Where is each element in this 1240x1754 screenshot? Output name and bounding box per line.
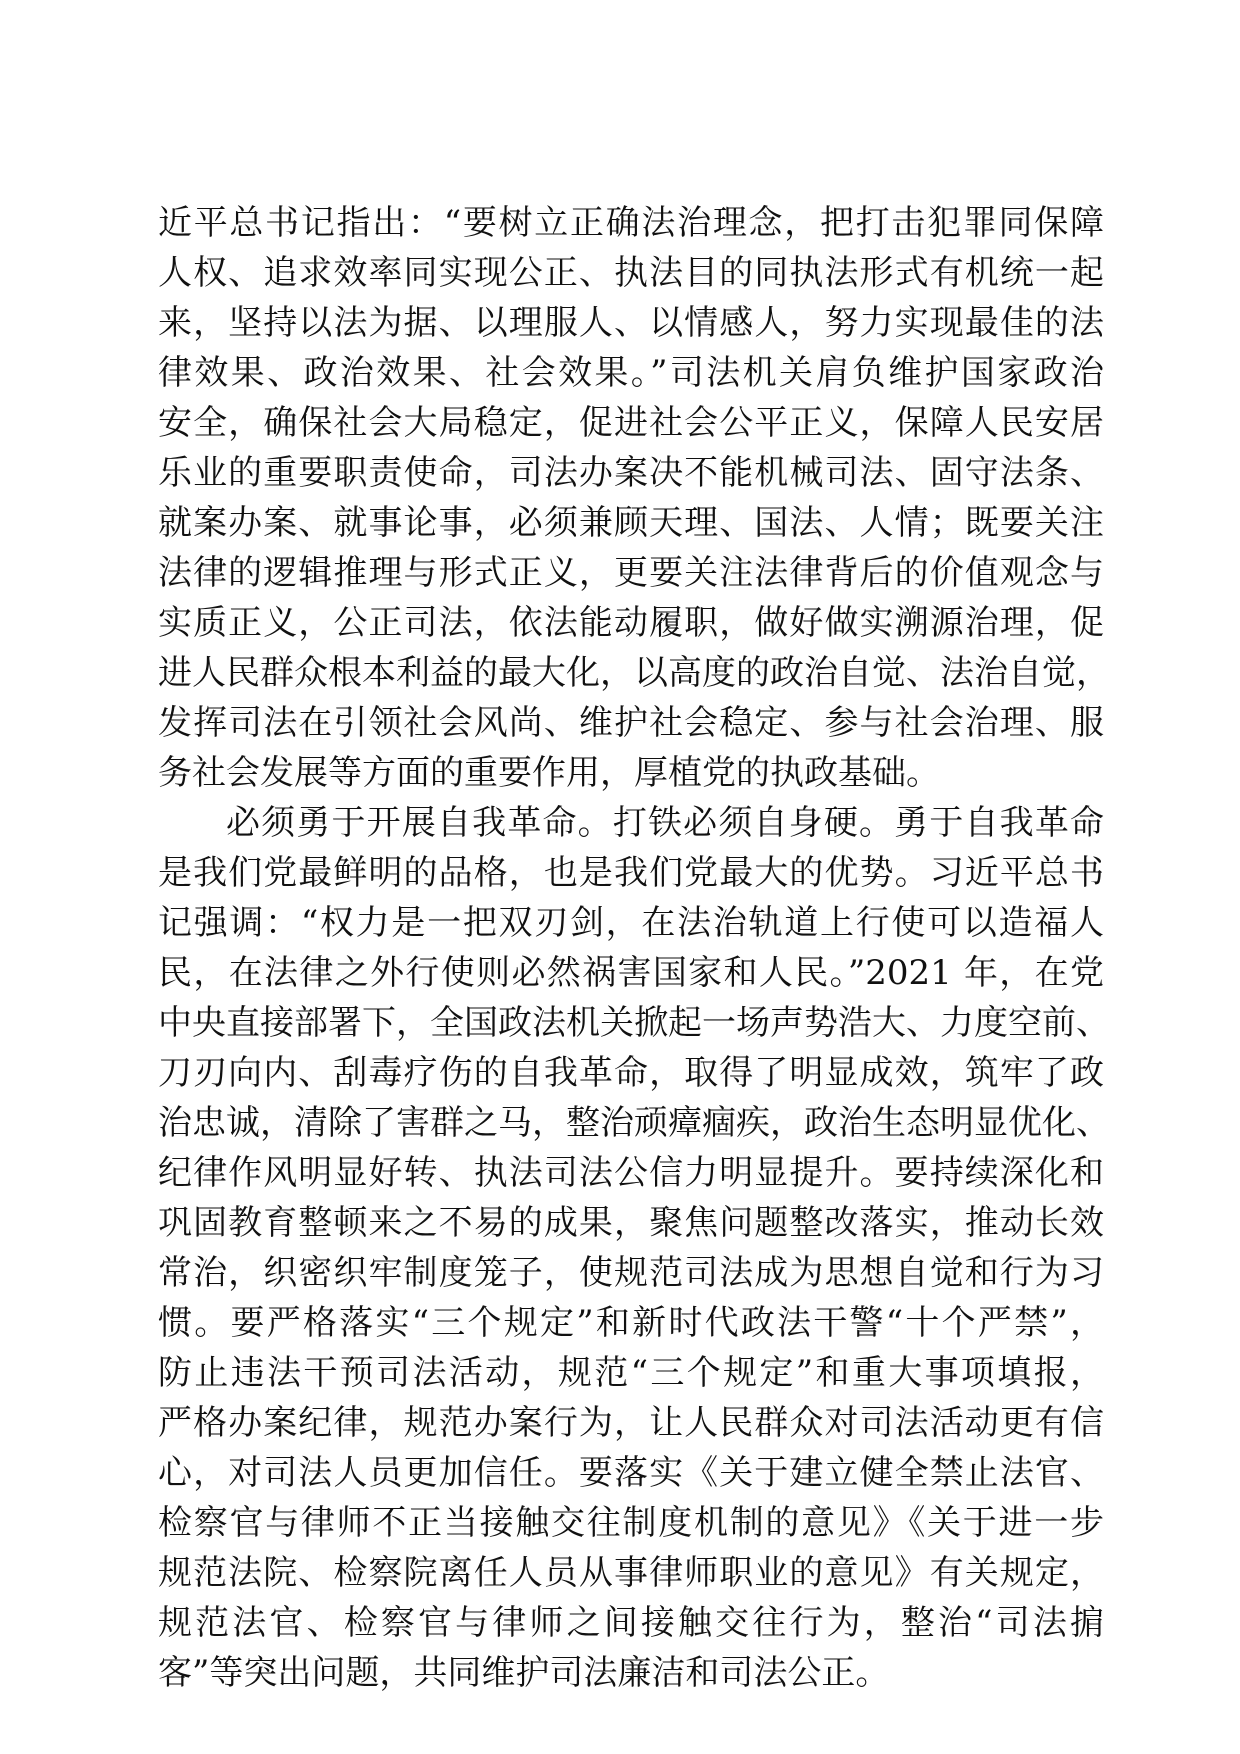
text-line: 安全，确保社会大局稳定，促进社会公平正义，保障人民安居 xyxy=(158,403,1104,443)
text-line: 来，坚持以法为据、以理服人、以情感人，努力实现最佳的法 xyxy=(158,303,1104,343)
text-line: 近平总书记指出：“要树立正确法治理念，把打击犯罪同保障 xyxy=(158,203,1104,243)
text-line: 人权、追求效率同实现公正、执法目的同执法形式有机统一起 xyxy=(158,253,1104,293)
text-line: 纪律作风明显好转、执法司法公信力明显提升。要持续深化和 xyxy=(158,1153,1104,1193)
text-line: 就案办案、就事论事，必须兼顾天理、国法、人情；既要关注 xyxy=(158,503,1104,543)
text-line: 是我们党最鲜明的品格，也是我们党最大的优势。习近平总书 xyxy=(158,853,1104,893)
text-line: 严格办案纪律，规范办案行为，让人民群众对司法活动更有信 xyxy=(158,1403,1104,1443)
text-line: 巩固教育整顿来之不易的成果，聚焦问题整改落实，推动长效 xyxy=(158,1203,1104,1243)
text-line: 进人民群众根本利益的最大化，以高度的政治自觉、法治自觉， xyxy=(158,653,1110,693)
paragraph-start-line: 必须勇于开展自我革命。打铁必须自身硬。勇于自我革命 xyxy=(226,803,1104,843)
text-line: 律效果、政治效果、社会效果。”司法机关肩负维护国家政治 xyxy=(158,353,1104,393)
text-line: 法律的逻辑推理与形式正义，更要关注法律背后的价值观念与 xyxy=(158,553,1104,593)
text-line: 检察官与律师不正当接触交往制度机制的意见》《关于进一步 xyxy=(158,1503,1104,1543)
text-line: 防止违法干预司法活动，规范“三个规定”和重大事项填报， xyxy=(158,1353,1104,1393)
text-line: 民，在法律之外行使则必然祸害国家和人民。”2021 年，在党 xyxy=(158,953,1104,993)
text-line: 刀刃向内、刮毒疗伤的自我革命，取得了明显成效，筑牢了政 xyxy=(158,1053,1104,1093)
text-line: 常治，织密织牢制度笼子，使规范司法成为思想自觉和行为习 xyxy=(158,1253,1104,1293)
text-line: 规范法官、检察官与律师之间接触交往行为，整治“司法掮 xyxy=(158,1603,1104,1643)
text-line: 记强调：“权力是一把双刃剑，在法治轨道上行使可以造福人 xyxy=(158,903,1104,943)
text-line: 心，对司法人员更加信任。要落实《关于建立健全禁止法官、 xyxy=(158,1453,1104,1493)
text-line: 发挥司法在引领社会风尚、维护社会稳定、参与社会治理、服 xyxy=(158,703,1104,743)
text-line: 实质正义，公正司法，依法能动履职，做好做实溯源治理，促 xyxy=(158,603,1104,643)
paragraph-end-line: 务社会发展等方面的重要作用，厚植党的执政基础。 xyxy=(158,753,940,793)
paragraph-end-line: 客”等突出问题，共同维护司法廉洁和司法公正。 xyxy=(158,1653,890,1693)
text-line: 规范法院、检察院离任人员从事律师职业的意见》有关规定， xyxy=(158,1553,1104,1593)
text-line: 中央直接部署下，全国政法机关掀起一场声势浩大、力度空前、 xyxy=(158,1003,1110,1043)
text-line: 治忠诚，清除了害群之马，整治顽瘴痼疾，政治生态明显优化、 xyxy=(158,1103,1110,1143)
text-line: 惯。要严格落实“三个规定”和新时代政法干警“十个严禁”， xyxy=(158,1303,1104,1343)
text-line: 乐业的重要职责使命，司法办案决不能机械司法、固守法条、 xyxy=(158,453,1104,493)
body-text xyxy=(158,198,1110,1698)
